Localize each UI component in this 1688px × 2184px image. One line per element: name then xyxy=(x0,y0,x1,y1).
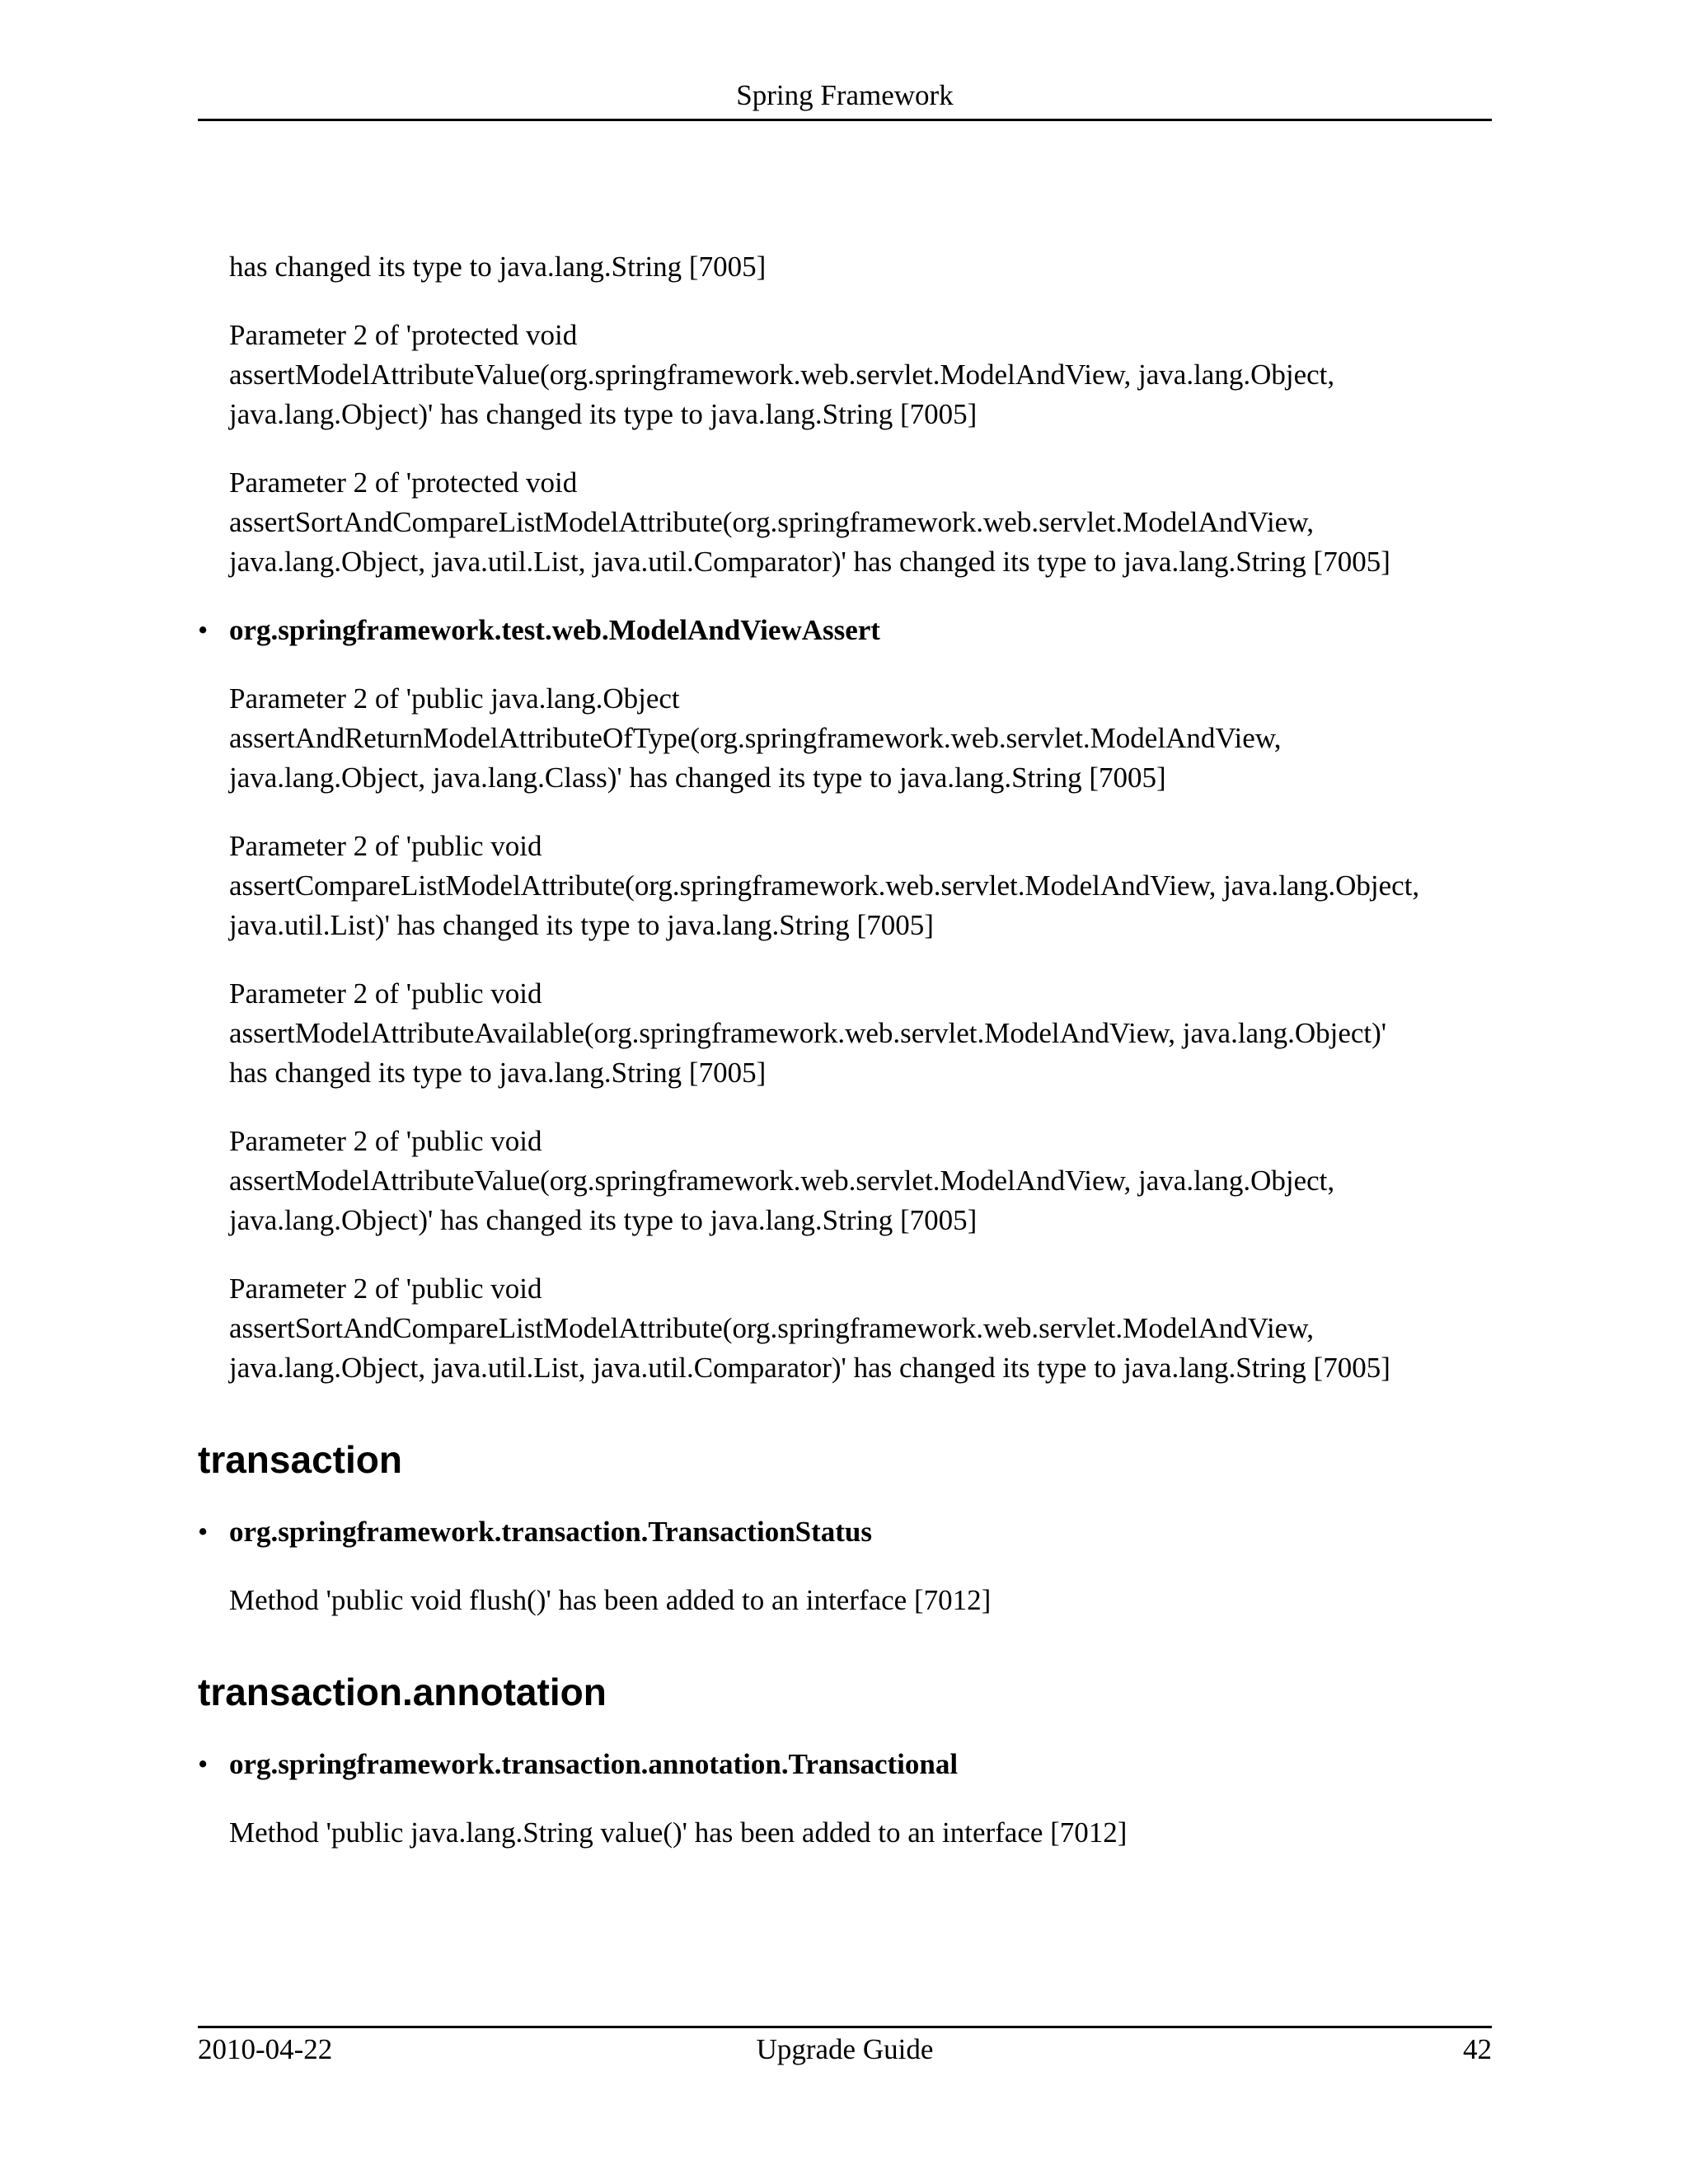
text-line: java.lang.Object, java.util.List, java.util.Comparator)' has changed its type to java.lang.String [7005] xyxy=(229,546,1390,578)
header-title: Spring Framework xyxy=(736,79,954,111)
text-line: java.lang.Object, java.lang.Class)' has changed its type to java.lang.String [7005] xyxy=(229,762,1166,794)
paragraph xyxy=(229,1269,1492,1388)
text-line: java.lang.Object)' has changed its type to java.lang.String [7005] xyxy=(229,398,978,430)
text-line: assertSortAndCompareListModelAttribute(org.springframework.web.servlet.ModelAndView, xyxy=(229,506,1314,538)
text-line: assertSortAndCompareListModelAttribute(org.springframework.web.servlet.ModelAndView, xyxy=(229,1312,1314,1344)
text-line: assertCompareListModelAttribute(org.springframework.web.servlet.ModelAndView, java.lang.Object, xyxy=(229,869,1420,902)
footer-title: Upgrade Guide xyxy=(756,2033,934,2065)
text-line: assertAndReturnModelAttributeOfType(org.springframework.web.servlet.ModelAndView, xyxy=(229,722,1282,754)
bullet-icon: • xyxy=(198,614,209,646)
paragraph xyxy=(229,679,1492,798)
page-header xyxy=(198,73,1492,121)
text-line: Parameter 2 of 'protected void xyxy=(229,319,578,351)
text-line: Parameter 2 of 'public void xyxy=(229,1125,542,1157)
paragraph xyxy=(229,247,1492,287)
text-line: Method 'public void flush()' has been added to an interface [7012] xyxy=(229,1584,992,1616)
text-line: has changed its type to java.lang.String [7005] xyxy=(229,1057,767,1089)
bullet-item xyxy=(198,611,1492,650)
text-line: Method 'public java.lang.String value()' has been added to an interface [7012] xyxy=(229,1816,1128,1849)
text-line: Parameter 2 of 'public void xyxy=(229,1272,542,1305)
text-line: java.lang.Object)' has changed its type to java.lang.String [7005] xyxy=(229,1204,978,1236)
class-name: org.springframework.transaction.TransactionStatus xyxy=(229,1516,873,1548)
class-name: org.springframework.transaction.annotation.Transactional xyxy=(229,1748,959,1780)
section-heading: transaction xyxy=(198,1438,402,1481)
paragraph xyxy=(229,974,1492,1093)
paragraph xyxy=(229,463,1492,582)
text-line: has changed its type to java.lang.String [7005] xyxy=(229,251,767,283)
text-line: assertModelAttributeValue(org.springframework.web.servlet.ModelAndView, java.lang.Object, xyxy=(229,359,1335,391)
bullet-icon: • xyxy=(198,1516,209,1548)
text-line: Parameter 2 of 'public java.lang.Object xyxy=(229,682,680,715)
class-name: org.springframework.test.web.ModelAndViewAssert xyxy=(229,614,880,646)
paragraph xyxy=(229,1581,1492,1620)
text-line: java.util.List)' has changed its type to java.lang.String [7005] xyxy=(229,909,934,941)
bullet-item xyxy=(198,1745,1492,1784)
page-footer xyxy=(198,2026,1492,2065)
paragraph xyxy=(229,1122,1492,1240)
footer-date: 2010-04-22 xyxy=(198,2033,333,2065)
text-line: java.lang.Object, java.util.List, java.util.Comparator)' has changed its type to java.lang.String [7005] xyxy=(229,1352,1390,1384)
bullet-item xyxy=(198,1512,1492,1552)
paragraph xyxy=(229,316,1492,434)
page-content xyxy=(198,247,1492,1882)
paragraph xyxy=(229,1813,1492,1853)
text-line: Parameter 2 of 'protected void xyxy=(229,466,578,499)
page-number: 42 xyxy=(1463,2033,1492,2065)
bullet-icon: • xyxy=(198,1748,209,1780)
text-line: assertModelAttributeValue(org.springframework.web.servlet.ModelAndView, java.lang.Object, xyxy=(229,1165,1335,1197)
text-line: Parameter 2 of 'public void xyxy=(229,977,542,1010)
text-line: assertModelAttributeAvailable(org.springframework.web.servlet.ModelAndView, java.lang.Object)' xyxy=(229,1017,1387,1049)
paragraph xyxy=(229,827,1492,945)
section-heading: transaction.annotation xyxy=(198,1671,607,1713)
text-line: Parameter 2 of 'public void xyxy=(229,830,542,862)
